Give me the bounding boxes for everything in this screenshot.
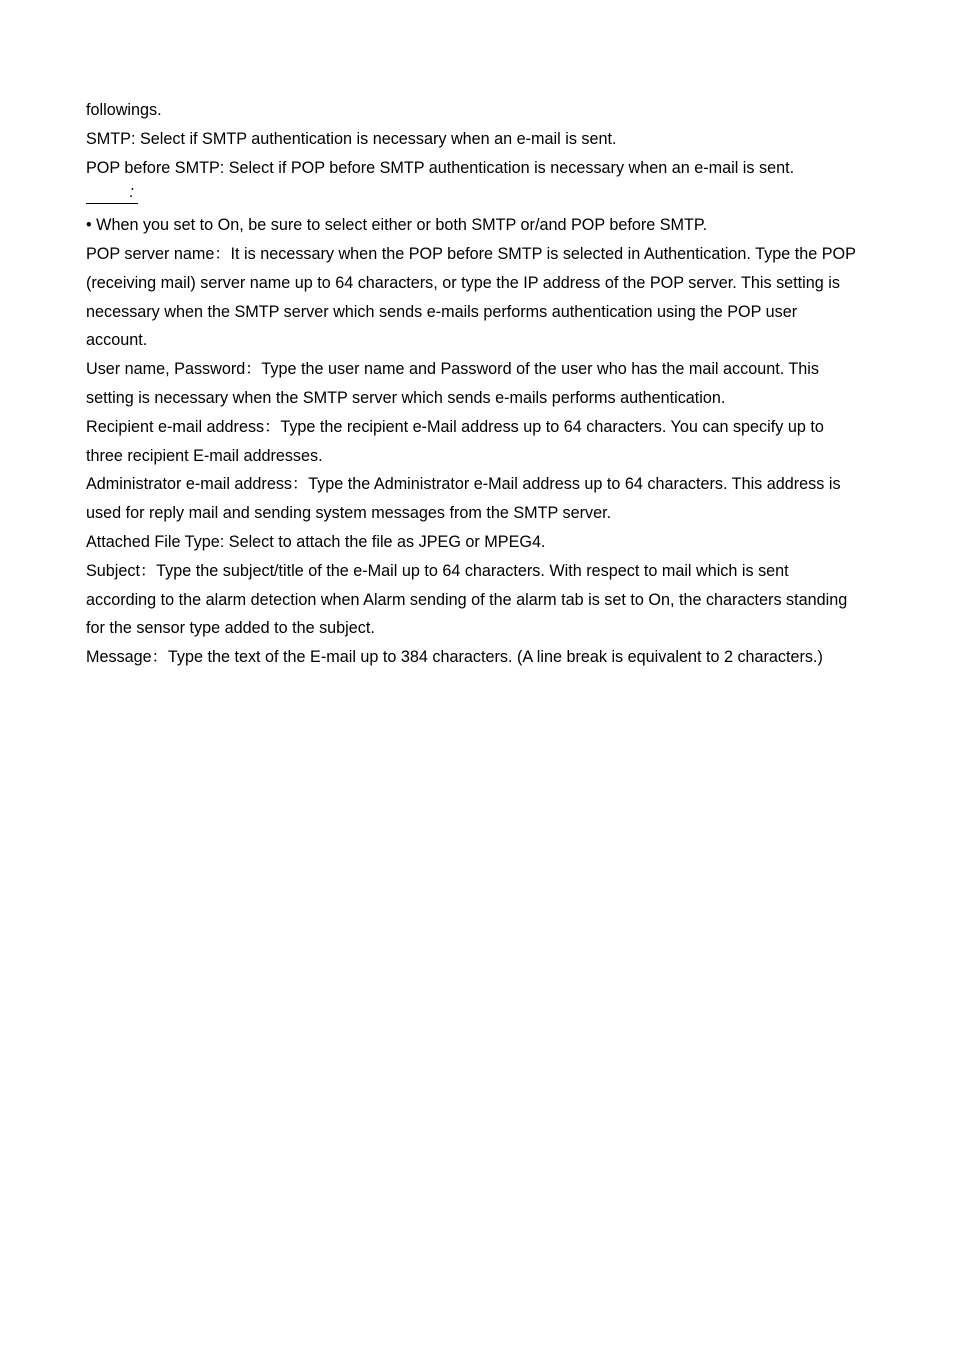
text-line-followings: followings.	[86, 101, 162, 119]
text-line-pop-server-3: necessary when the SMTP server which sends e-mails performs authentication using the POP user	[86, 302, 798, 321]
text-line-message: Message：Type the text of the E-mail up to 384 characters. (A line break is equivalent to 2 characters.)	[86, 648, 823, 667]
text-line-pop-before-smtp: POP before SMTP: Select if POP before SMTP authentication is necessary when an e-mail is sent.	[86, 158, 795, 177]
document-body	[86, 96, 886, 672]
text-line-recipient-2: three recipient E-mail addresses.	[86, 446, 323, 465]
note-heading	[86, 182, 886, 211]
text-line-subject-3: for the sensor type added to the subject.	[86, 619, 375, 638]
note-label	[86, 182, 138, 204]
text-line-attached-file-type: Attached File Type: Select to attach the file as JPEG or MPEG4.	[86, 532, 546, 551]
text-line-pop-server-2: (receiving mail) server name up to 64 characters, or type the IP address of the POP server. This setting is	[86, 273, 840, 292]
text-line-administrator-2: used for reply mail and sending system messages from the SMTP server.	[86, 504, 612, 523]
text-line-pop-server-4: account.	[86, 331, 148, 350]
note-colon: :	[129, 183, 134, 202]
text-line-user-name-2: setting is necessary when the SMTP server which sends e-mails performs authentication.	[86, 388, 726, 407]
text-line-user-name-1: User name, Password：Type the user name and Password of the user who has the mail account. This	[86, 360, 819, 379]
text-line-smtp: SMTP: Select if SMTP authentication is necessary when an e-mail is sent.	[86, 129, 617, 148]
text-line-recipient-1: Recipient e-mail address：Type the recipient e-Mail address up to 64 characters. You can specify up to	[86, 417, 824, 436]
text-line-subject-2: according to the alarm detection when Alarm sending of the alarm tab is set to On, the characters standing	[86, 590, 848, 609]
text-line-note-bullet: • When you set to On, be sure to select either or both SMTP or/and POP before SMTP.	[86, 216, 708, 235]
text-line-administrator-1: Administrator e-mail address：Type the Administrator e-Mail address up to 64 characters. This address is	[86, 475, 841, 494]
text-line-pop-server-1: POP server name：It is necessary when the POP before SMTP is selected in Authentication. Type the POP	[86, 244, 856, 263]
text-line-subject-1: Subject：Type the subject/title of the e-Mail up to 64 characters. With respect to mail which is sent	[86, 561, 789, 580]
